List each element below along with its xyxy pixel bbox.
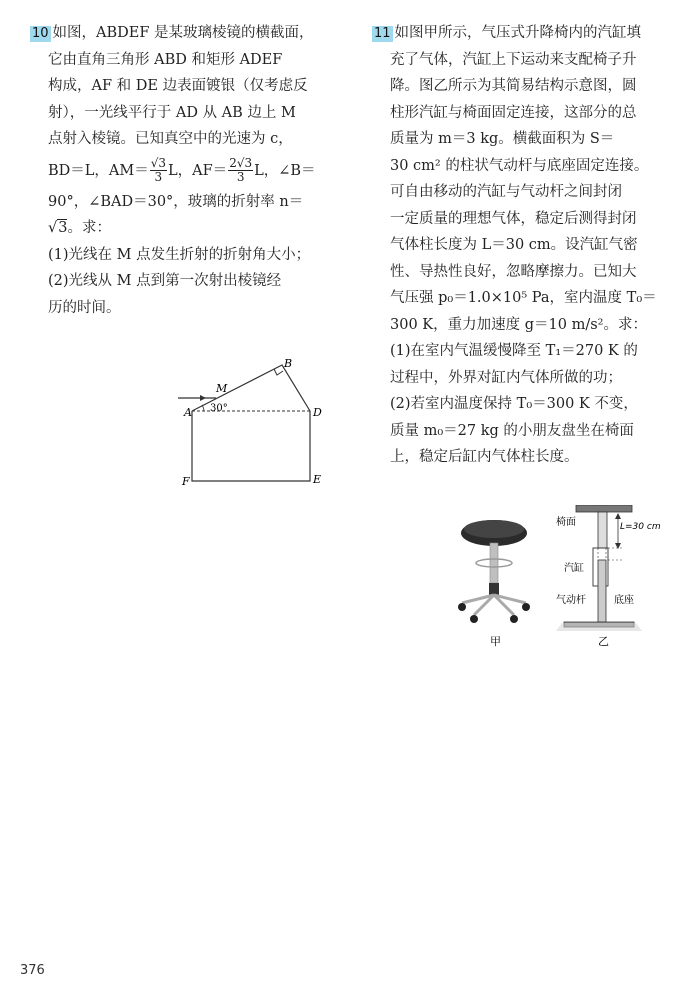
q11-text-8: 一定质量的理想气体，稳定后测得封闭 [390, 210, 637, 227]
q10-part-1: (1)光线在 M 点发生折射的折射角大小； [48, 246, 311, 263]
question-11 [372, 20, 668, 471]
q11-text-15: (2)若室内温度保持 T₀＝300 K 不变， [390, 396, 638, 412]
label-d: D [313, 406, 322, 419]
q11-text-16: 质量 m₀＝27 kg 的小朋友盘坐在椅面 [390, 422, 634, 439]
q11-text-3: 降。图乙所示为其简易结构示意图，圆 [390, 78, 637, 94]
q10-text-5: 点射入棱镜。已知真空中的光速为 c， [48, 131, 293, 147]
q10-line-8: √3。求： [48, 220, 111, 236]
fraction-af-denominator: 3 [236, 170, 245, 184]
q11-text-7: 可自由移动的汽缸与气动杆之间封闭 [390, 184, 622, 200]
label-base: 底座 [614, 595, 634, 606]
q11-text-11: 气压强 p₀＝1.0×10⁵ Pa，室内温度 T₀＝ [390, 290, 657, 306]
q11-text-2: 充了气体，汽缸上下运动来支配椅子升 [390, 51, 637, 68]
page-number: 376 [20, 963, 45, 978]
q10-formula-af: L，AF＝ [168, 162, 228, 179]
q11-text-13: (1)在室内气温缓慢降至 T₁＝270 K 的 [390, 343, 638, 359]
q10-part-2a: (2)光线从 M 点到第一次射出棱镜经 [48, 273, 282, 289]
question-number-11: 11 [374, 26, 391, 41]
q11-text-12: 300 K，重力加速度 g＝10 m/s²。求： [390, 316, 647, 333]
fraction-af-numerator: 2√3 [229, 156, 253, 170]
q11-line-1 [372, 20, 668, 47]
right-angle-mark [274, 369, 283, 375]
label-e: E [313, 473, 322, 486]
sqrt-3: 3 [58, 220, 68, 236]
label-cylinder: 汽缸 [564, 563, 584, 574]
label-f: F [182, 475, 190, 488]
label-seat: 椅面 [556, 517, 576, 528]
fraction-af [228, 157, 253, 184]
ray-arrow-icon [200, 395, 206, 401]
question-10 [30, 20, 335, 321]
q11-text-10: 性、导热性良好，忽略摩擦力。已知大 [390, 263, 637, 280]
fraction-am [150, 157, 167, 184]
q10-text-4: 射），一光线平行于 AD 从 AB 边上 M [48, 104, 296, 121]
angle-arc [202, 405, 204, 411]
q10-text-2: 它由直角三角形 ABD 和矩形 ADEF [48, 51, 283, 68]
q11-text-17: 上，稳定后缸内气体柱长度。 [390, 449, 579, 465]
rectangle-edges [192, 411, 310, 481]
caption-jia: 甲 [490, 635, 501, 648]
q11-text-5: 质量为 m＝3 kg。横截面积为 S＝ [390, 131, 615, 147]
dimension-arrow-icon [615, 513, 621, 519]
q10-text-3: 构成，AF 和 DE 边表面镀银（仅考虑反 [48, 78, 308, 94]
label-rod: 气动杆 [556, 595, 586, 606]
fraction-am-denominator: 3 [154, 170, 163, 184]
q10-text-7: 90°，∠BAD＝30°，玻璃的折射率 n＝ [48, 193, 304, 210]
chair-figures [452, 505, 684, 655]
q10-line-1 [30, 20, 335, 47]
q10-formula-bd: BD＝L，AM＝ [48, 162, 149, 179]
label-m: M [216, 382, 228, 395]
label-length: L=30 cm [620, 522, 661, 532]
q11-text-1: 如图甲所示，气压式升降椅内的汽缸填 [394, 25, 642, 41]
label-b: B [284, 357, 293, 370]
caption-yi: 乙 [598, 635, 609, 648]
label-a: A [184, 406, 192, 419]
angle-label: 30° [210, 403, 228, 414]
chair-photo [458, 520, 530, 623]
q10-part-2b: 历的时间。 [48, 299, 121, 316]
q11-text-4: 柱形汽缸与椅面固定连接，这部分的总 [390, 104, 637, 121]
prism-diagram [170, 355, 340, 495]
q10-text-1: 如图，ABDEF 是某玻璃棱镜的横截面， [52, 25, 314, 41]
q10-formula-line [30, 153, 335, 189]
fraction-am-numerator: √3 [150, 156, 167, 170]
q11-text-14: 过程中，外界对缸内气体所做的功； [390, 369, 622, 386]
q11-text-9: 气体柱长度为 L＝30 cm。设汽缸气密 [390, 237, 638, 253]
q10-line-8-tail: 。求： [67, 220, 111, 236]
q10-formula-b: L，∠B＝ [254, 162, 316, 179]
question-number-10: 10 [32, 26, 49, 41]
q11-text-6: 30 cm² 的柱状气动杆与底座固定连接。 [390, 157, 649, 174]
